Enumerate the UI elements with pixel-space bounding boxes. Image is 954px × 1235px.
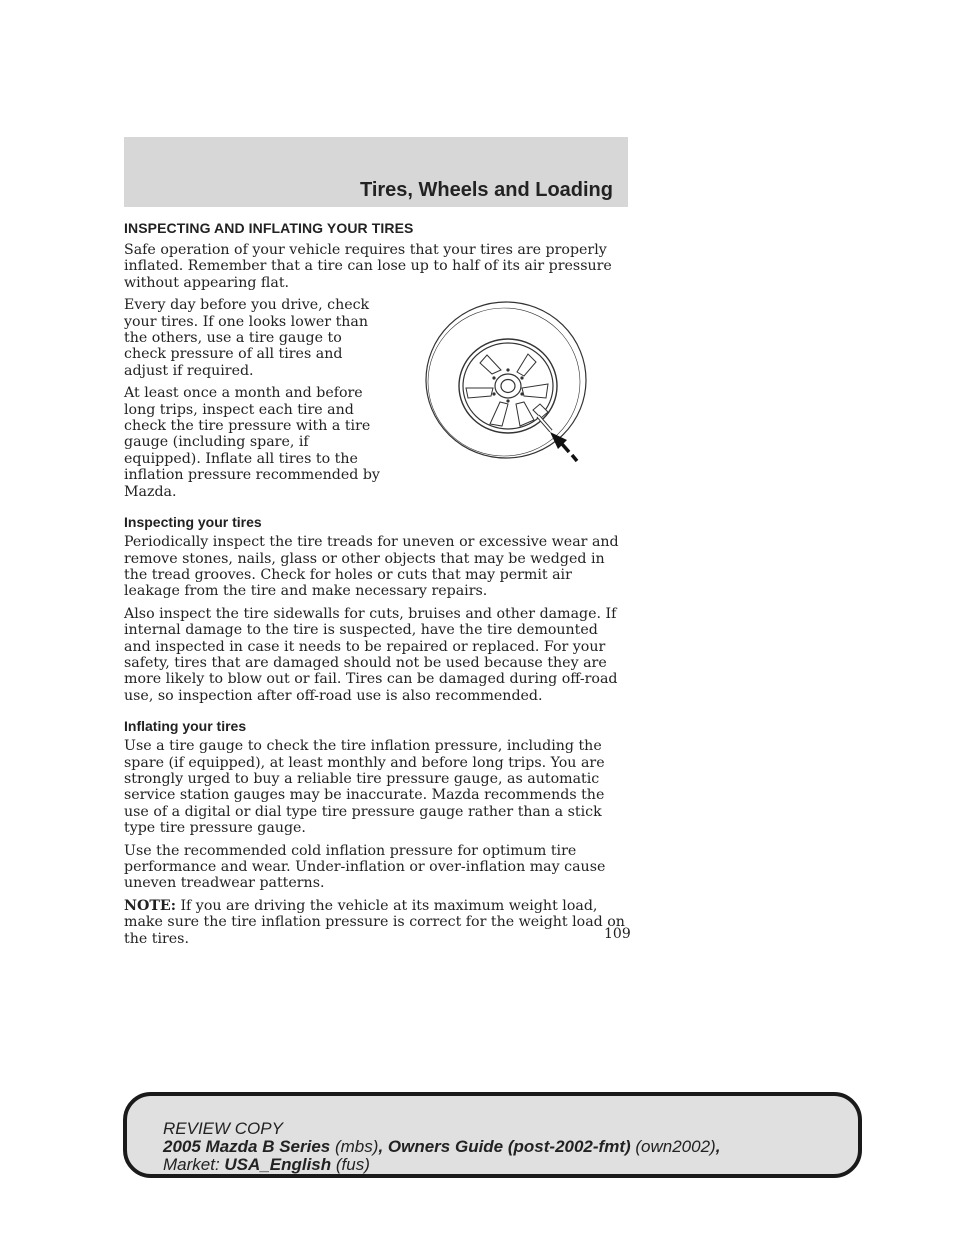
footer-market-label: Market: [163,1155,225,1174]
footer-text [163,1120,720,1174]
section-title: INSPECTING AND INFLATING YOUR TIRES [124,220,414,236]
intro-paragraph: Safe operation of your vehicle requires that your tires are properly inflated. Remember that a tire can lose up to half of its air pressure without appearing flat. [124,242,612,291]
inflating-paragraph-1: Use a tire gauge to check the tire inflation pressure, including the spare (if equipped), at least monthly and before long trips. You are strongly urged to buy a reliable tire pressure gauge, as automatic service station gauges may be inaccurate. Mazda recommends the use of a digital or dial type tire pressure gauge rather than a stick type tire pressure gauge. [124,738,605,837]
footer-sep-2: , [715,1137,721,1156]
daily-check-paragraph: Every day before you drive, check your tires. If one looks lower than the others, use a tire gauge to check pressure of all tires and adjust if required. [124,297,370,379]
footer-line-3 [163,1156,720,1174]
inflating-title: Inflating your tires [124,718,247,735]
footer-guide-code: (own2002) [630,1137,716,1156]
chapter-title: Tires, Wheels and Loading [359,179,613,201]
note-text: If you are driving the vehicle at its maximum weight load, make sure the tire inflation pressure is correct for the weight load on the tires. [124,897,625,947]
review-copy-footer [123,1092,862,1178]
inspecting-title: Inspecting your tires [124,514,262,531]
footer-market-code: (fus) [331,1155,370,1174]
tire-gauge-illustration [420,300,590,470]
footer-market: USA_English [224,1155,332,1174]
footer-line-2 [163,1138,720,1156]
footer-review-label: REVIEW COPY [163,1119,283,1138]
footer-guide: Owners Guide (post-2002-fmt) [387,1137,631,1156]
inspecting-paragraph-1: Periodically inspect the tire treads for uneven or excessive wear and remove stones, nails, glass or other objects that may be wedged in the tread grooves. Check for holes or cuts that may permit air leakage from the tire and make necessary repairs. [124,534,619,600]
note-paragraph [124,898,628,947]
page-number: 109 [604,926,631,942]
footer-model: 2005 Mazda B Series [163,1137,331,1156]
footer-model-code: (mbs) [330,1137,379,1156]
footer-sep-1: , [378,1137,388,1156]
section-header-band [124,137,628,207]
inflating-paragraph-2: Use the recommended cold inflation pressure for optimum tire performance and wear. Under-inflation or over-inflation may cause uneven treadwear patterns. [124,842,606,892]
monthly-check-paragraph: At least once a month and before long trips, inspect each tire and check the tire pressure with a tire gauge (including spare, if equipped). Inflate all tires to the inflation pressure recommended by Mazda. [124,385,380,500]
note-label: NOTE: [124,897,176,914]
inspecting-paragraph-2: Also inspect the tire sidewalls for cuts, bruises and other damage. If internal damage to the tire is suspected, have the tire demounted and inspected in case it needs to be repaired or replaced. For your safety, tires that are damaged should not be used because they are more likely to blow out or fail. Tires can be damaged during off-road use, so inspection after off-road use is also recommended. [124,605,618,704]
